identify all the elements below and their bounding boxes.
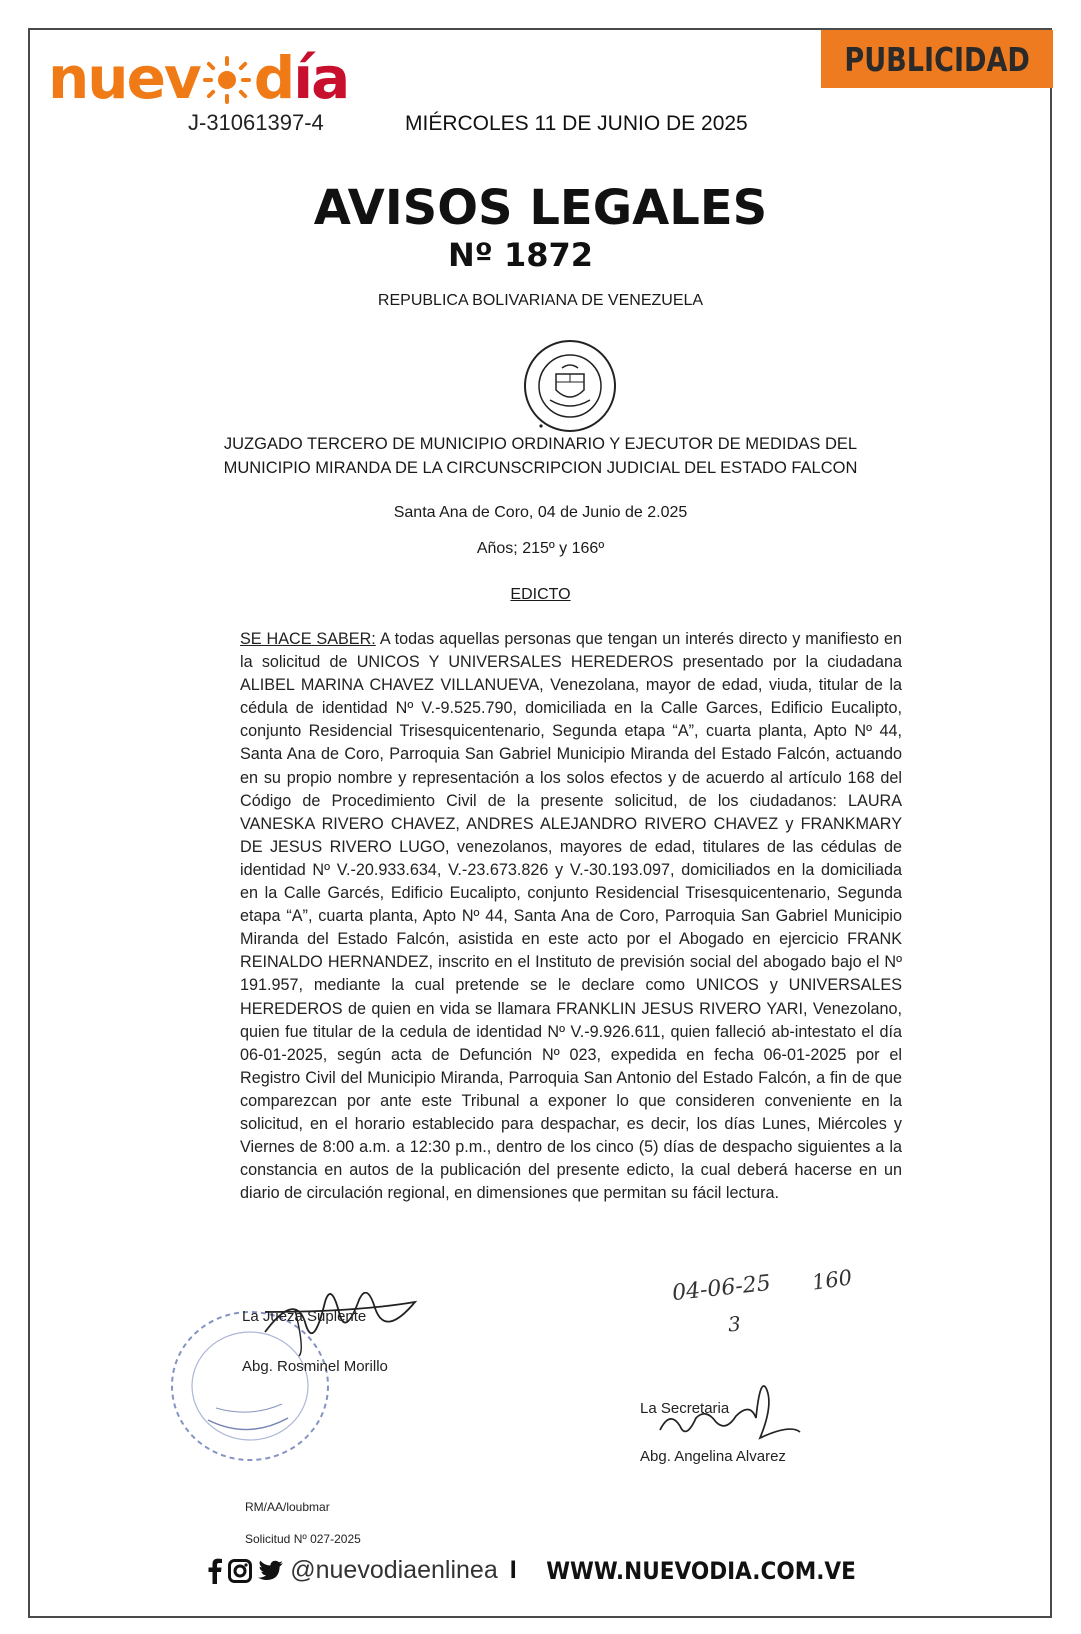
social-handle[interactable]: @nuevodiaenlinea <box>290 1556 498 1584</box>
logo-text-part: d <box>253 44 294 112</box>
secretary-name: Abg. Angelina Alvarez <box>640 1448 786 1465</box>
website-link[interactable]: WWW.NUEVODIA.COM.VE <box>545 1556 856 1585</box>
initials: RM/AA/loubmar <box>245 1500 330 1514</box>
edict-body <box>240 628 902 1205</box>
sun-icon <box>201 52 253 104</box>
republic-heading: REPUBLICA BOLIVARIANA DE VENEZUELA <box>377 292 704 309</box>
page-title: AVISOS LEGALES <box>313 180 768 236</box>
publicidad-badge <box>821 30 1053 88</box>
court-name <box>0 432 1081 480</box>
judge-signature-icon <box>255 1292 455 1362</box>
handwritten-date: 04-06-25 <box>670 1270 772 1307</box>
court-seal-icon <box>522 338 618 434</box>
notice-number: Nº 1872 <box>448 236 594 274</box>
logo-text-part: ía <box>293 44 349 112</box>
edict-lead: SE HACE SABER: <box>240 630 376 648</box>
logo-text-part: nuev <box>48 44 200 112</box>
handwritten-number: 160 <box>810 1265 854 1295</box>
edicto-heading: EDICTO <box>510 586 571 603</box>
court-line: MUNICIPIO MIRANDA DE LA CIRCUNSCRIPCION JUDICIAL DEL ESTADO FALCON <box>223 459 858 477</box>
footer-separator: I <box>509 1556 517 1584</box>
twitter-icon[interactable] <box>258 1560 284 1582</box>
publication-date: MIÉRCOLES 11 DE JUNIO DE 2025 <box>405 112 748 135</box>
handwritten-mark: 3 <box>726 1311 742 1337</box>
years-line: Años; 215º y 166º <box>476 540 605 557</box>
footer <box>0 1556 1081 1585</box>
company-id: J-31061397-4 <box>188 110 324 135</box>
secretary-title: La Secretaria <box>640 1400 730 1417</box>
request-number: Solicitud Nº 027-2025 <box>245 1532 361 1546</box>
judge-name: Abg. Rosminel Morillo <box>242 1358 388 1375</box>
place-date: Santa Ana de Coro, 04 de Junio de 2.025 <box>393 504 688 521</box>
nuevo-dia-logo <box>48 44 348 112</box>
edict-text: A todas aquellas personas que tengan un interés directo y manifiesto en la solicitud de UNICOS Y UNIVERSALES HEREDEROS presentado por la ciudadana ALIBEL MARINA CHAVEZ VILLANUEVA, Venezolana, mayor de edad, viuda, titular de la cédula de identidad Nº V.-9.525.790, domiciliada en la Calle Garces, Edificio Eucalipto, conjunto Residencial Trisesquicentenario, Segunda etapa “A”, cuarta planta, Apto Nº 44, Santa Ana de Coro, Parroquia San Gabriel Municipio Miranda del Estado Falcón, actuando en su propio nombre y representación a los solos efectos y de acuerdo al artículo 168 del Código de Procedimiento Civil de la presente solicitud, de los ciudadanos: LAURA VANESKA RIVERO CHAVEZ, ANDRES ALEJANDRO RIVERO CHAVEZ y FRANKMARY DE JESUS RIVERO LUGO, venezolanos, mayores de edad, titulares de las cédulas de identidad Nº V.-20.933.634, V.-23.673.826 y V.-30.193.097, domiciliados en la domiciliada en la Calle Garcés, Edificio Eucalipto, conjunto Residencial Trisesquicentenario, Segunda etapa “A”, cuarta planta, Apto Nº 44, Santa Ana de Coro, Parroquia San Gabriel Municipio Miranda del Estado Falcón, asistida en este acto por el Abogado en ejercicio FRANK REINALDO HERNANDEZ, inscrito en el Instituto de previsión social del abogado bajo el Nº 191.957, mediante la cual pretende se le declare como UNICOS y UNIVERSALES HEREDEROS de quien en vida se llamara FRANKLIN JESUS RIVERO YARI, Venezolano, quien fue titular de la cedula de identidad Nº V.-9.926.611, quien falleció ab-intestato el día 06-01-2025, según acta de Defunción Nº 023, expedida en fecha 06-01-2025 por el Registro Civil del Municipio Miranda, Parroquia San Antonio del Estado Falcón, a fin de que comparezcan por ante este Tribunal a exponer lo que consideren conveniente en la solicitud, en el horario establecido para despachar, es decir, los días Lunes, Miércoles y Viernes de 8:00 a.m. a 12:30 p.m., dentro de los cinco (5) días de despacho siguientes a la constancia en autos de la publicación del presente edicto, la cual deberá hacerse en un diario de circulación regional, en dimensiones que permitan su fácil lectura. <box>240 630 902 1203</box>
facebook-icon[interactable] <box>208 1558 222 1584</box>
badge-label: PUBLICIDAD <box>844 39 1030 79</box>
social-icons <box>208 1558 284 1584</box>
judge-title: La Jueza Suplente <box>242 1308 367 1325</box>
instagram-icon[interactable] <box>228 1559 252 1583</box>
court-line: JUZGADO TERCERO DE MUNICIPIO ORDINARIO Y EJECUTOR DE MEDIDAS DEL <box>223 435 858 453</box>
